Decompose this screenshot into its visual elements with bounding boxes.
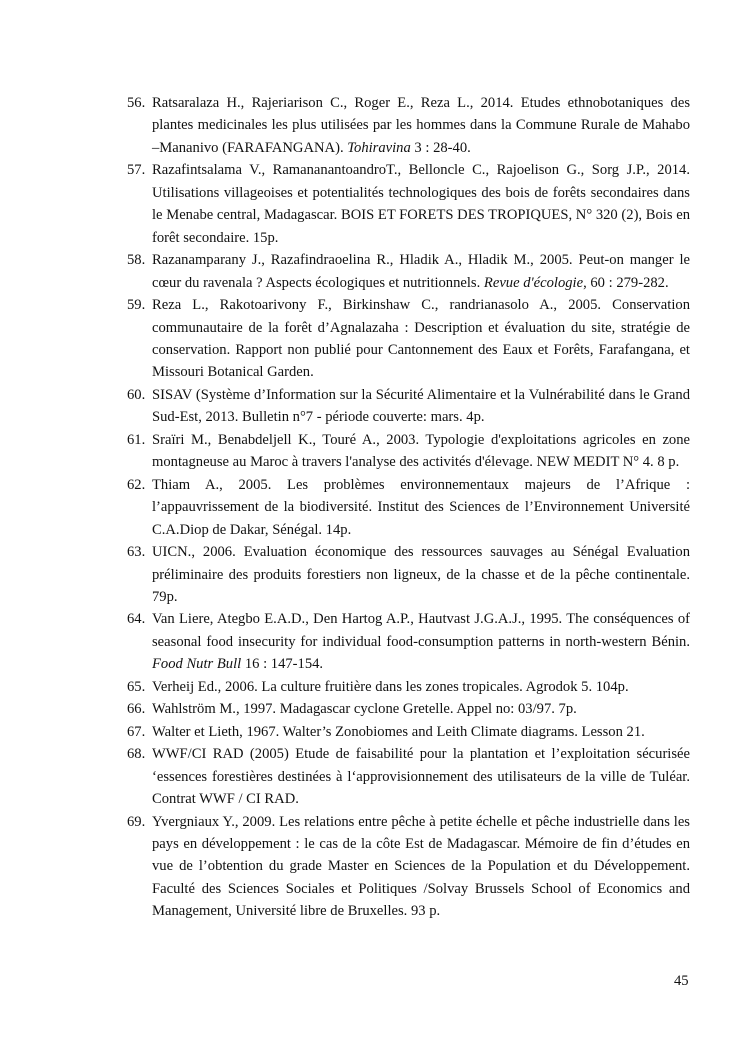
reference-text: 16 : 147-154. bbox=[241, 656, 324, 673]
reference-item bbox=[127, 384, 690, 429]
reference-text: Ratsaralaza H., Rajeriarison C., Roger E., Reza L., 2014. Etudes ethnobotaniques des plantes medicinales les plus utilisées par les hommes dans la Commune Rurale de Mahabo –Mananivo (FARAFANGANA). bbox=[152, 95, 690, 156]
reference-text: Sraïri M., Benabdeljell K., Touré A., 2003. Typologie d'exploitations agricoles en zone montagneuse au Maroc à travers l'analyse des activités d'élevage. NEW MEDIT N° 4. 8 p. bbox=[152, 431, 690, 471]
reference-text: Verheij Ed., 2006. La culture fruitière dans les zones tropicales. Agrodok 5. 104p. bbox=[152, 678, 629, 695]
reference-number: 61. bbox=[127, 431, 146, 448]
reference-journal: Revue d'écologie bbox=[483, 274, 584, 291]
reference-text: Razafintsalama V., RamananantoandroT., Belloncle C., Rajoelison G., Sorg J.P., 2014. Utilisations villageoises et potentialités technologiques des bois de forêts secondaires dans le Menabe central, Madagascar. BOIS ET FORETS DES TROPIQUES, N° 320 (2), Bois en forêt secondaire. 15p. bbox=[152, 162, 690, 246]
reference-number: 59. bbox=[127, 297, 146, 314]
reference-text: Reza L., Rakotoarivony F., Birkinshaw C., randrianasolo A., 2005. Conservation communautaire de la forêt d’Agnalazaha : Description et évaluation du site, stratégie de conservation. Rapport non publié pour Cantonnement des Eaux et Forêts, Farafangana, et Missouri Botanical Garden. bbox=[152, 297, 690, 381]
reference-number: 57. bbox=[127, 162, 146, 179]
reference-number: 65. bbox=[127, 678, 146, 695]
reference-text: Van Liere, Ategbo E.A.D., Den Hartog A.P., Hautvast J.G.A.J., 1995. The conséquences of seasonal food insecurity for individual food-consumption patterns in north-western Bénin. bbox=[152, 611, 690, 650]
reference-text: Thiam A., 2005. Les problèmes environnementaux majeurs de l’Afrique : l’appauvrissement de la biodiversité. Institut des Sciences de l’Environnement Université C.A.Diop de Dakar, Sénégal. 14p. bbox=[152, 476, 690, 538]
reference-item bbox=[127, 541, 690, 608]
reference-number: 56. bbox=[127, 95, 146, 111]
reference-number: 66. bbox=[127, 701, 146, 718]
reference-item bbox=[127, 159, 690, 249]
reference-number: 60. bbox=[127, 386, 146, 403]
reference-item bbox=[127, 676, 690, 698]
reference-text: WWF/CI RAD (2005) Etude de faisabilité pour la plantation et l’exploitation sécurisée ‘essences forestières destinées à l‘approvisionnement des utilisateurs de la ville de Tuléar. Contrat WWF / CI RAD. bbox=[152, 746, 690, 808]
reference-number: 63. bbox=[127, 544, 146, 561]
reference-number: 58. bbox=[127, 252, 146, 269]
reference-text: Walter et Lieth, 1967. Walter’s Zonobiomes and Leith Climate diagrams. Lesson 21. bbox=[152, 723, 645, 740]
reference-text: Razanamparany J., Razafindraoelina R., Hladik A., Hladik M., 2005. Peut-on manger le cœur du ravenala ? Aspects écologiques et nutritionnels. bbox=[152, 252, 690, 291]
reference-text: , 60 : 279-282. bbox=[583, 274, 669, 291]
reference-number: 64. bbox=[127, 611, 146, 628]
reference-item bbox=[127, 249, 690, 294]
reference-number: 69. bbox=[127, 813, 146, 830]
page-number: 45 bbox=[674, 973, 689, 989]
reference-text: SISAV (Système d’Information sur la Sécurité Alimentaire et la Vulnérabilité dans le Grand Sud-Est, 2013. Bulletin n°7 - période couverte: mars. 4p. bbox=[152, 386, 690, 426]
reference-item bbox=[127, 743, 690, 810]
reference-item bbox=[127, 474, 690, 541]
reference-number: 68. bbox=[127, 746, 146, 763]
reference-number: 62. bbox=[127, 476, 146, 493]
reference-text: 3 : 28-40. bbox=[410, 139, 471, 156]
reference-item bbox=[127, 721, 690, 743]
reference-item bbox=[127, 92, 690, 159]
reference-journal: Tohiravina bbox=[347, 139, 411, 156]
reference-item bbox=[127, 429, 690, 474]
reference-item bbox=[127, 811, 690, 923]
reference-journal: Food Nutr Bull bbox=[152, 656, 242, 673]
reference-number: 67. bbox=[127, 723, 146, 740]
reference-item bbox=[127, 294, 690, 384]
reference-text: UICN., 2006. Evaluation économique des ressources sauvages au Sénégal Evaluation préliminaire des produits forestiers non ligneux, de la chasse et de la pêche continentale. 79p. bbox=[152, 544, 690, 605]
reference-item bbox=[127, 698, 690, 720]
reference-list bbox=[127, 92, 690, 923]
reference-text: Wahlström M., 1997. Madagascar cyclone Gretelle. Appel no: 03/97. 7p. bbox=[152, 701, 577, 718]
reference-text: Yvergniaux Y., 2009. Les relations entre pêche à petite échelle et pêche industrielle dans les pays en développement : le cas de la côte Est de Madagascar. Mémoire de fin d’études en vue de l’obtention du grade Master en Sciences de la Population et du Développement. Faculté des Sciences Sociales et Politiques /Solvay Brussels School of Economics and Management, Université libre de Bruxelles. 93 p. bbox=[152, 813, 690, 920]
reference-item bbox=[127, 608, 690, 675]
